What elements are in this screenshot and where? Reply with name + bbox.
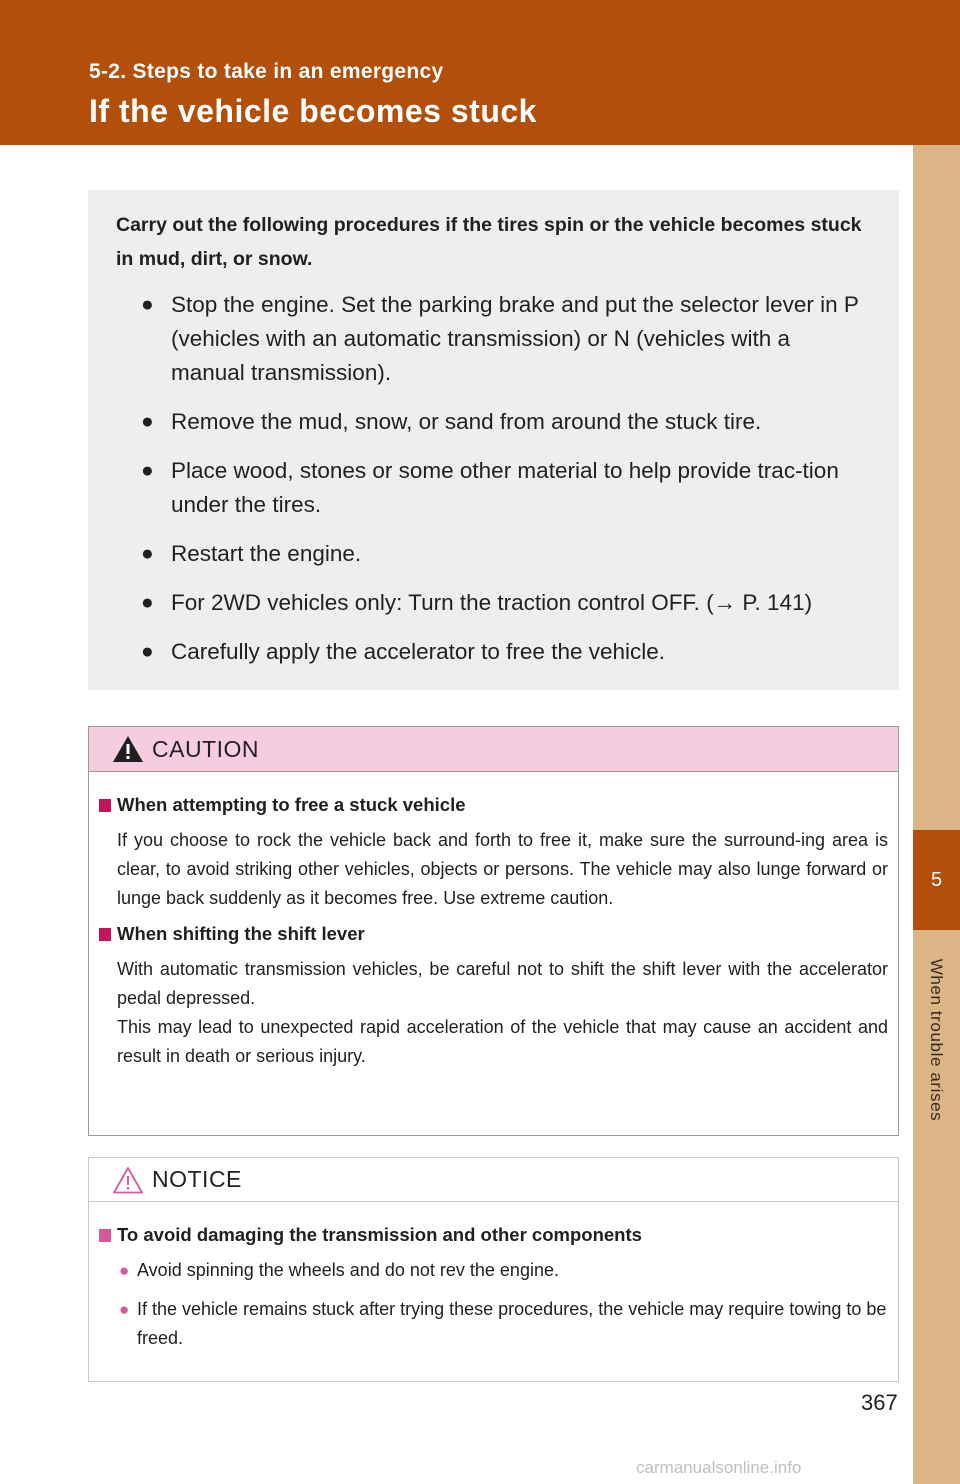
page-number: 367 [861,1390,898,1415]
procedure-step [116,454,869,522]
procedure-intro: Carry out the following procedures if the tires spin or the vehicle becomes stuck in mud, dirt, or snow. [116,214,862,270]
procedure-box [88,190,899,690]
page-header [0,0,960,145]
bullet-icon: ● [141,542,154,565]
notice-body [89,1202,898,1353]
page-title: If the vehicle becomes stuck [89,93,537,129]
caution-paragraph: This may lead to unexpected rapid acceleration of the vehicle that may cause an accident and result in death or serious injury. [117,1017,888,1066]
bullet-icon: ● [119,1261,130,1280]
chapter-side-tab [913,145,960,1484]
caution-subheading-text: When shifting the shift lever [117,923,365,944]
bullet-icon: ● [141,293,154,316]
watermark: carmanualsonline.info [636,1458,802,1477]
procedure-step-text: Stop the engine. Set the parking brake and put the selector lever in P (vehicles with an automatic transmission) or N (vehicles with a manual transmission). [171,292,859,385]
bullet-icon: ● [141,410,154,433]
procedure-step-text: Place wood, stones or some other material to help provide trac-tion under the tires. [171,458,839,517]
procedure-step-text: For 2WD vehicles only: Turn the traction control OFF. (→ P. 141) [171,590,813,615]
notice-item [99,1256,888,1285]
square-bullet-icon [99,1229,111,1242]
procedure-list [116,288,869,669]
square-bullet-icon [99,799,111,812]
bullet-icon: ● [141,459,154,482]
caution-subheading-text: When attempting to free a stuck vehicle [117,794,466,815]
notice-subheading-text: To avoid damaging the transmission and other components [117,1224,642,1245]
procedure-step-text: Restart the engine. [171,541,362,566]
caution-box [88,726,899,1136]
notice-title: NOTICE [152,1166,242,1192]
notice-box [88,1157,899,1382]
warning-triangle-icon [112,735,144,763]
square-bullet-icon [99,928,111,941]
caution-subheading [99,919,888,949]
procedure-step-text: Remove the mud, snow, or sand from around the stuck tire. [171,409,762,434]
caution-subheading [99,790,888,820]
notice-header [89,1158,898,1202]
caution-header [89,727,898,772]
caution-title: CAUTION [152,736,259,762]
caution-paragraph: With automatic transmission vehicles, be careful not to shift the shift lever with the accelerator pedal depressed. [117,959,888,1008]
caution-paragraph: If you choose to rock the vehicle back and forth to free it, make sure the surround-ing area is clear, to avoid striking other vehicles, objects or persons. The vehicle may also lunge forward or lunge back suddenly as it becomes free. Use extreme caution. [117,830,888,908]
procedure-step [116,586,869,620]
section-label: 5-2. Steps to take in an emergency [89,60,444,83]
bullet-icon: ● [119,1300,130,1319]
chapter-label: When trouble arises [927,958,946,1122]
procedure-step [116,635,869,669]
procedure-step-text: Carefully apply the accelerator to free the vehicle. [171,639,666,664]
notice-subheading [99,1220,888,1250]
bullet-icon: ● [141,591,154,614]
notice-item-text: If the vehicle remains stuck after trying these procedures, the vehicle may require towing to be freed. [137,1299,887,1348]
chapter-number-tab[interactable]: 5 [913,830,960,930]
notice-triangle-icon [112,1166,144,1194]
procedure-step [116,537,869,571]
notice-item [99,1295,888,1353]
caution-body [89,772,898,1071]
procedure-step [116,405,869,439]
bullet-icon: ● [141,640,154,663]
procedure-step [116,288,869,390]
notice-item-text: Avoid spinning the wheels and do not rev the engine. [137,1260,559,1280]
